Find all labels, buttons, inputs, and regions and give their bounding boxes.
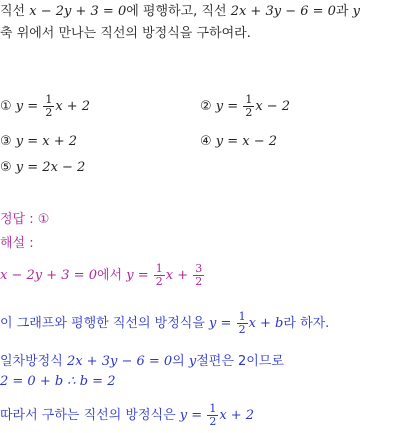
option-rest: x − 2 — [255, 99, 291, 114]
explanation-step-5 — [0, 402, 254, 430]
equation-part: y = — [126, 268, 149, 283]
explanation-text: 에서 — [96, 268, 123, 283]
explanation-text: 절편은 2이므로 — [196, 354, 284, 369]
option-number: ⑤ — [0, 160, 12, 175]
equation-part: x + 2 — [219, 408, 255, 423]
fraction — [43, 94, 54, 119]
option-number: ④ — [200, 134, 212, 149]
option-1[interactable] — [0, 94, 90, 119]
fraction-denominator: 2 — [209, 415, 217, 428]
equation: 2x + 3y − 6 = 0 — [66, 354, 173, 369]
option-expression: y = x − 2 — [215, 134, 278, 149]
explanation-label: 해설 : — [0, 236, 34, 251]
option-lhs: y = — [215, 99, 239, 114]
option-number: ③ — [0, 134, 12, 149]
fraction-denominator: 2 — [245, 106, 253, 119]
equation: x − 2y + 3 = 0 — [0, 268, 97, 283]
equation-part: x + b — [248, 316, 284, 331]
explanation-text: 따라서 구하는 직선의 방정식은 — [0, 408, 176, 423]
fraction — [243, 94, 254, 119]
option-number: ① — [0, 99, 12, 114]
fraction-numerator: 1 — [155, 262, 163, 275]
fraction — [193, 263, 204, 288]
fraction — [237, 311, 248, 336]
equation-part: y = — [209, 316, 232, 331]
question-line-1 — [0, 4, 360, 20]
equation-part: y = — [179, 408, 203, 423]
option-lhs: y = — [15, 99, 39, 114]
explanation-step-4: 2 = 0 + b ∴ b = 2 — [0, 374, 116, 389]
equation-part: x + — [165, 268, 189, 283]
fraction-numerator: 3 — [195, 262, 203, 275]
question-text: 과 — [335, 4, 349, 19]
variable: y — [352, 4, 360, 19]
question-text: 직선 — [0, 4, 26, 19]
answer: 정답 : ① — [0, 212, 50, 227]
option-rest: x + 2 — [55, 99, 91, 114]
option-number: ② — [200, 99, 212, 114]
explanation-text: 일차방정식 — [0, 354, 63, 369]
option-3[interactable] — [0, 134, 77, 150]
fraction-numerator: 1 — [45, 93, 53, 106]
fraction-denominator: 2 — [238, 323, 246, 336]
explanation-text: 라 하자. — [283, 316, 330, 331]
question-text: 에 평행하고, 직선 — [126, 4, 227, 19]
fraction-denominator: 2 — [45, 106, 53, 119]
explanation-step-3 — [0, 354, 284, 370]
explanation-text: 의 — [172, 354, 185, 369]
equation: x − 2y + 3 = 0 — [29, 4, 127, 19]
fraction — [207, 403, 218, 428]
variable: y — [188, 354, 197, 369]
explanation-step-2 — [0, 310, 329, 338]
fraction-denominator: 2 — [155, 275, 163, 288]
equation: 2x + 3y − 6 = 0 — [230, 4, 336, 19]
fraction-numerator: 1 — [209, 402, 217, 415]
fraction-numerator: 1 — [245, 93, 253, 106]
option-expression: y = x + 2 — [15, 134, 78, 149]
option-expression: y = 2x − 2 — [15, 160, 86, 175]
fraction-denominator: 2 — [195, 275, 203, 288]
fraction — [154, 263, 165, 288]
explanation-text: 이 그래프와 평행한 직선의 방정식을 — [0, 316, 205, 331]
question-line-2: 축 위에서 만나는 직선의 방정식을 구하여라. — [0, 26, 251, 41]
fraction-numerator: 1 — [238, 310, 246, 323]
explanation-step-1 — [0, 262, 205, 290]
option-4[interactable] — [200, 134, 277, 150]
option-2[interactable] — [200, 94, 290, 119]
option-5[interactable] — [0, 160, 85, 176]
